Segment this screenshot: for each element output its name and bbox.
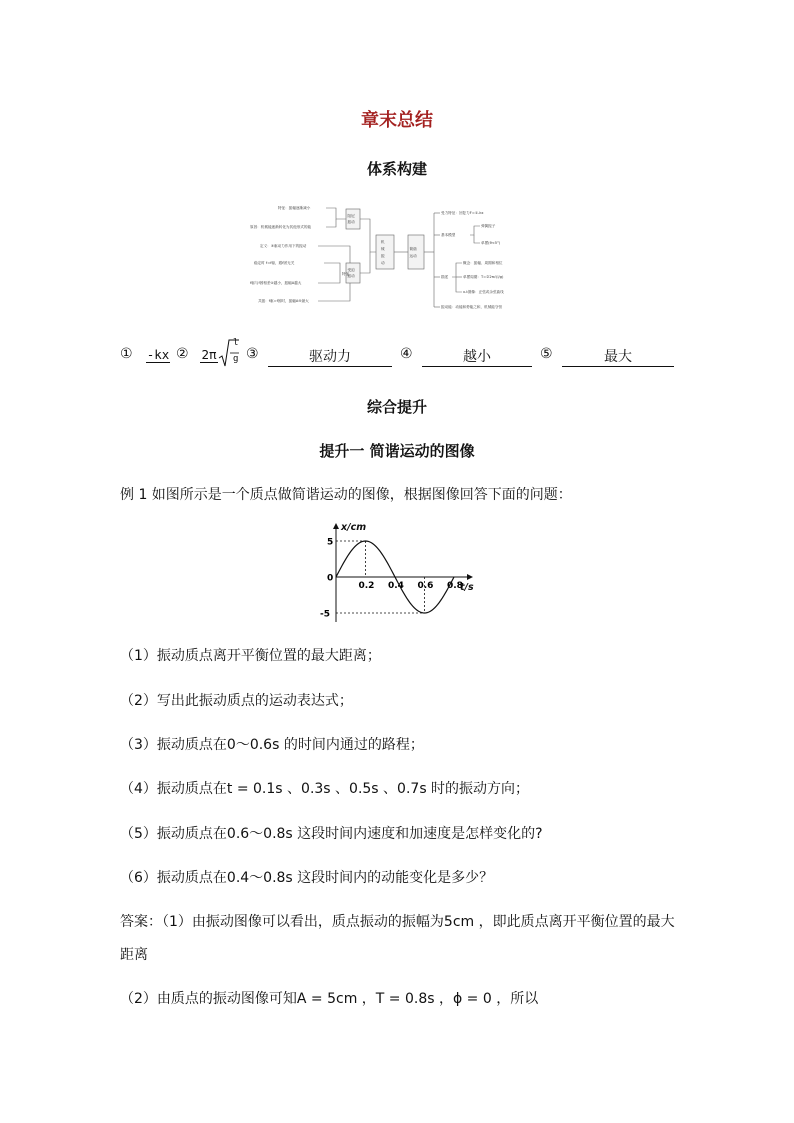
box-forced-line1: 受迫 (347, 268, 355, 272)
answer-num-2: ② (176, 346, 189, 362)
x-tick-label: 0.8 (447, 581, 463, 591)
shm-energy: 振动能：动能和势能之和，机械能守恒 (441, 305, 503, 309)
answer-1: -kx (146, 347, 170, 362)
question-2: （2）写出此振动质点的运动表达式； (120, 693, 353, 709)
y-tick-label: 5 (327, 537, 334, 548)
shm-models: 基本模型 (441, 233, 456, 237)
shm-concept: 概念：振幅、周期和相位 (463, 261, 503, 265)
shm-model-spring: 弹簧振子 (481, 224, 496, 228)
page-title: 章末总结 (361, 110, 433, 131)
x-axis-label: t/s (460, 582, 474, 593)
center-char-4: 动 (381, 261, 385, 265)
question-5: （5）振动质点在0.6～0.8s 这段时间内速度和加速度是怎样变化的? (120, 826, 543, 842)
answer-num-4: ④ (400, 346, 413, 362)
box-shm-line2: 运动 (409, 254, 417, 258)
answer-4: 越小 (422, 346, 532, 367)
example-intro: 例 1 如图所示是一个质点做简谐运动的图像，根据图像回答下面的问题： (120, 487, 572, 503)
box-forced-line2: 振动 (347, 274, 355, 278)
question-3: （3）振动质点在0～0.6s 的时间内通过的路程； (120, 737, 424, 753)
answer-5: 最大 (562, 346, 674, 367)
forced-feature-label: 特征 (342, 272, 350, 276)
answer-line-1: 答案：（1）由振动图像可以看出，质点振动的振幅为5cm ，即此质点离开平衡位置的最大 (120, 914, 675, 930)
answer-num-5: ⑤ (540, 346, 553, 362)
answer-3: 驱动力 (268, 346, 392, 367)
forced-resonance: 共振：f驱=f固时，振幅A⑤最大 (258, 299, 309, 303)
answer-2-prefix: 2π (201, 347, 217, 362)
shm-xt-graph: x-t图像：正弦或余弦曲线 (463, 290, 504, 294)
answer-line-3: （2）由质点的振动图像可知A = 5cm ，T = 0.8s ，ϕ = 0 ，所以 (120, 991, 539, 1007)
question-1: （1）振动质点离开平衡位置的最大距离； (120, 648, 381, 664)
concept-map (248, 197, 548, 315)
section-heading-system: 体系构建 (366, 160, 427, 178)
answer-num-3: ③ (246, 346, 259, 362)
answer-2-numerator: l (233, 338, 239, 348)
answer-2-denominator: g (233, 354, 239, 364)
answer-line-2: 距离 (120, 947, 148, 963)
box-shm-line1: 简谐 (409, 247, 417, 251)
forced-definition: 定义：③驱动力作用下的振动 (260, 244, 307, 248)
shm-describe: 描述 (441, 275, 449, 279)
damped-cause: 原因：机械能逐渐转化为其他形式的能 (250, 225, 312, 229)
center-char-1: 机 (381, 240, 385, 244)
answer-num-1: ① (120, 346, 133, 362)
forced-amplitude: f驱与f固相差④越小，振幅A越大 (250, 281, 302, 285)
box-damped-line1: 阻尼 (347, 214, 355, 218)
damped-feature: 特征：振幅逐渐减小 (278, 206, 311, 210)
shm-period: 单摆周期：T=②2π√(l/g) (463, 275, 504, 279)
section-heading-topic-1: 提升一 简谐运动的图像 (319, 442, 475, 460)
y-axis-label: x/cm (341, 522, 367, 533)
answer-row (120, 338, 680, 370)
center-char-3: 振 (381, 254, 385, 258)
shm-graph (310, 518, 485, 626)
y-tick-label: 0 (327, 573, 334, 584)
question-4: （4）振动质点在t = 0.1s 、0.3s 、0.5s 、0.7s 时的振动方向； (120, 781, 530, 797)
shm-model-pendulum: 单摆(θ<5°) (481, 241, 501, 245)
x-tick-label: 0.4 (388, 581, 404, 591)
section-heading-integrated: 综合提升 (366, 398, 427, 416)
question-6: （6）振动质点在0.4～0.8s 这段时间内的动能变化是多少？ (120, 870, 494, 886)
x-tick-label: 0.2 (358, 581, 375, 591)
x-tick-label: 0.6 (417, 581, 434, 591)
box-damped-line2: 振动 (347, 220, 355, 224)
shm-force-feature: 受力特征：回复力F=①-kx (441, 211, 484, 215)
center-char-2: 械 (381, 247, 385, 251)
forced-steady: 稳定时 f=f驱，跟f固无关 (254, 261, 295, 265)
y-tick-label: -5 (320, 609, 330, 620)
